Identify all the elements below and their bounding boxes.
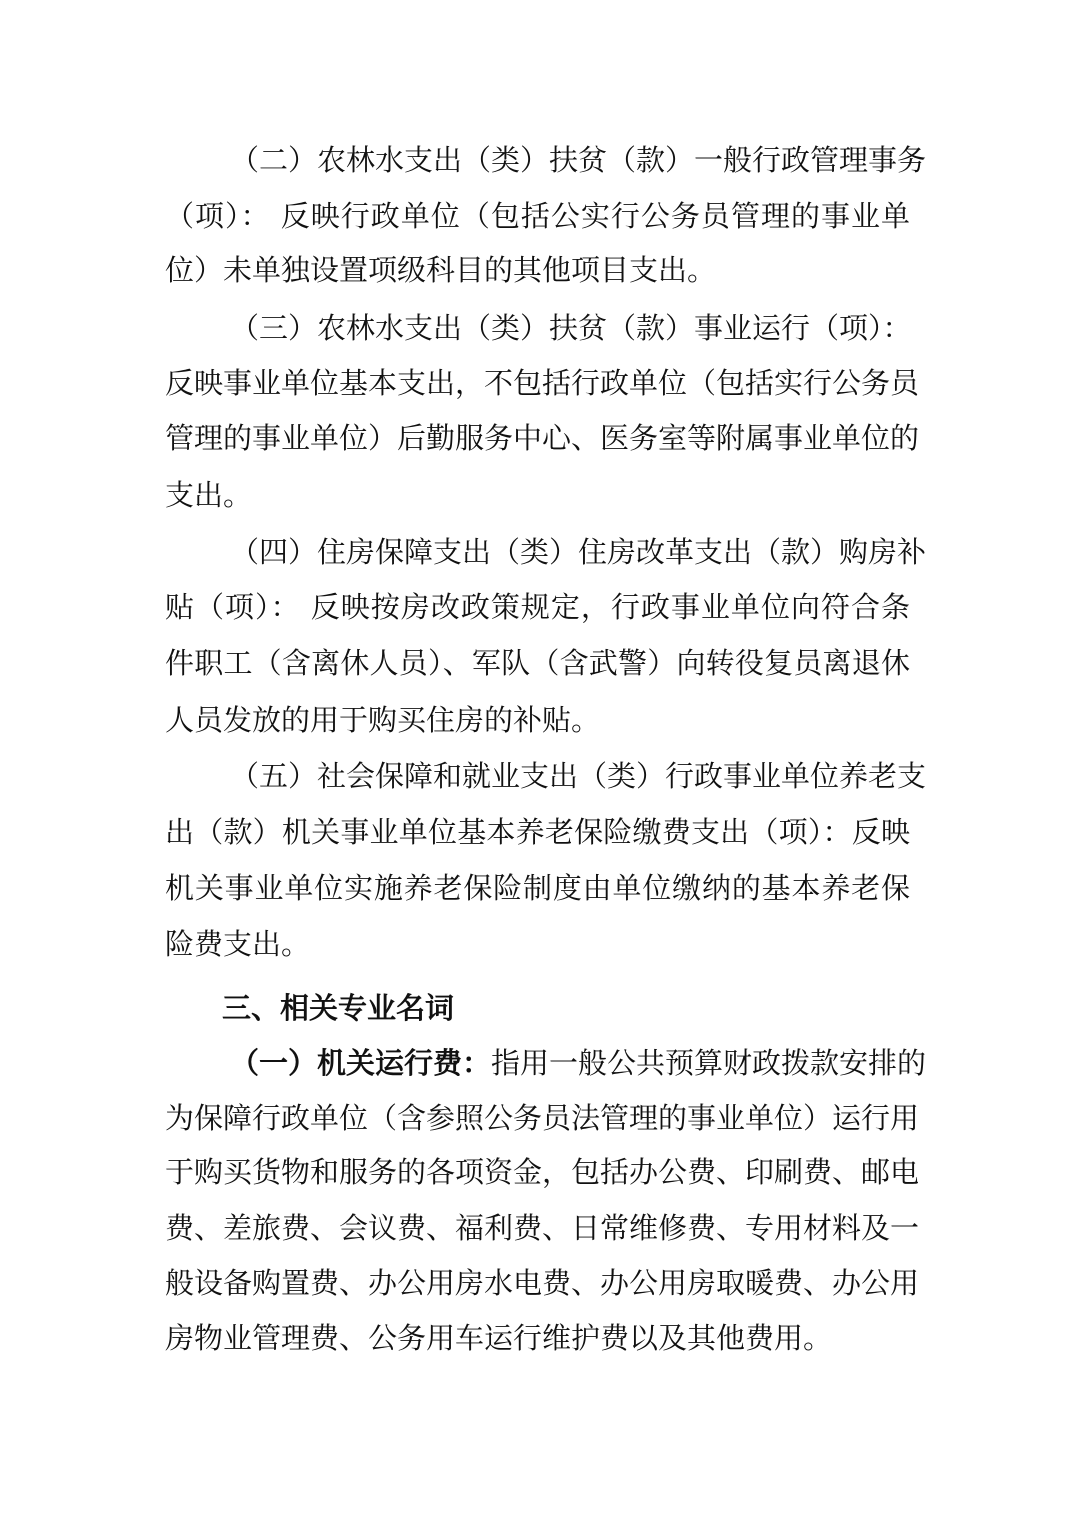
term-line: 于购买货物和服务的各项资金，包括办公费、印刷费、邮电	[165, 1155, 920, 1189]
paragraph-line: （二）农林水支出（类）扶贫（款）一般行政管理事务	[230, 143, 927, 177]
term-text: 指用一般公共预算财政拨款安排的	[491, 1046, 927, 1080]
paragraph-line: 管理的事业单位）后勤服务中心、医务室等附属事业单位的	[165, 421, 920, 455]
paragraph-line: （项）： 反映行政单位（包括公实行公务员管理的事业单	[165, 199, 910, 233]
paragraph-line: 机关事业单位实施养老保险制度由单位缴纳的基本养老保	[165, 871, 910, 905]
paragraph-line: 支出。	[165, 478, 253, 512]
paragraph-line: 位）未单独设置项级科目的其他项目支出。	[165, 253, 717, 287]
paragraph-line: 险费支出。	[165, 927, 311, 961]
paragraph-line: 人员发放的用于购买住房的补贴。	[165, 703, 601, 737]
paragraph-line: （四）住房保障支出（类）住房改革支出（款）购房补	[230, 535, 927, 569]
paragraph-line: 出（款）机关事业单位基本养老保险缴费支出（项）：反映	[165, 815, 910, 849]
paragraph-line: （五）社会保障和就业支出（类）行政事业单位养老支	[230, 759, 927, 793]
term-label: （一）机关运行费：	[230, 1046, 492, 1080]
term-line: 房物业管理费、公务用车运行维护费以及其他费用。	[165, 1321, 833, 1355]
term-first-line	[230, 1044, 927, 1082]
term-line: 般设备购置费、办公用房水电费、办公用房取暖费、办公用	[165, 1266, 920, 1300]
paragraph-line: 件职工（含离休人员）、军队（含武警）向转役复员离退休	[165, 646, 910, 680]
paragraph-line: 贴（项）： 反映按房改政策规定，行政事业单位向符合条	[165, 590, 910, 624]
paragraph-line: （三）农林水支出（类）扶贫（款）事业运行（项）：	[230, 311, 912, 345]
term-line: 费、差旅费、会议费、福利费、日常维修费、专用材料及一	[165, 1211, 920, 1245]
paragraph-line: 反映事业单位基本支出，不包括行政单位（包括实行公务员	[165, 366, 920, 400]
term-line: 为保障行政单位（含参照公务员法管理的事业单位）运行用	[165, 1101, 920, 1135]
section-heading: 三、相关专业名词	[222, 991, 455, 1025]
